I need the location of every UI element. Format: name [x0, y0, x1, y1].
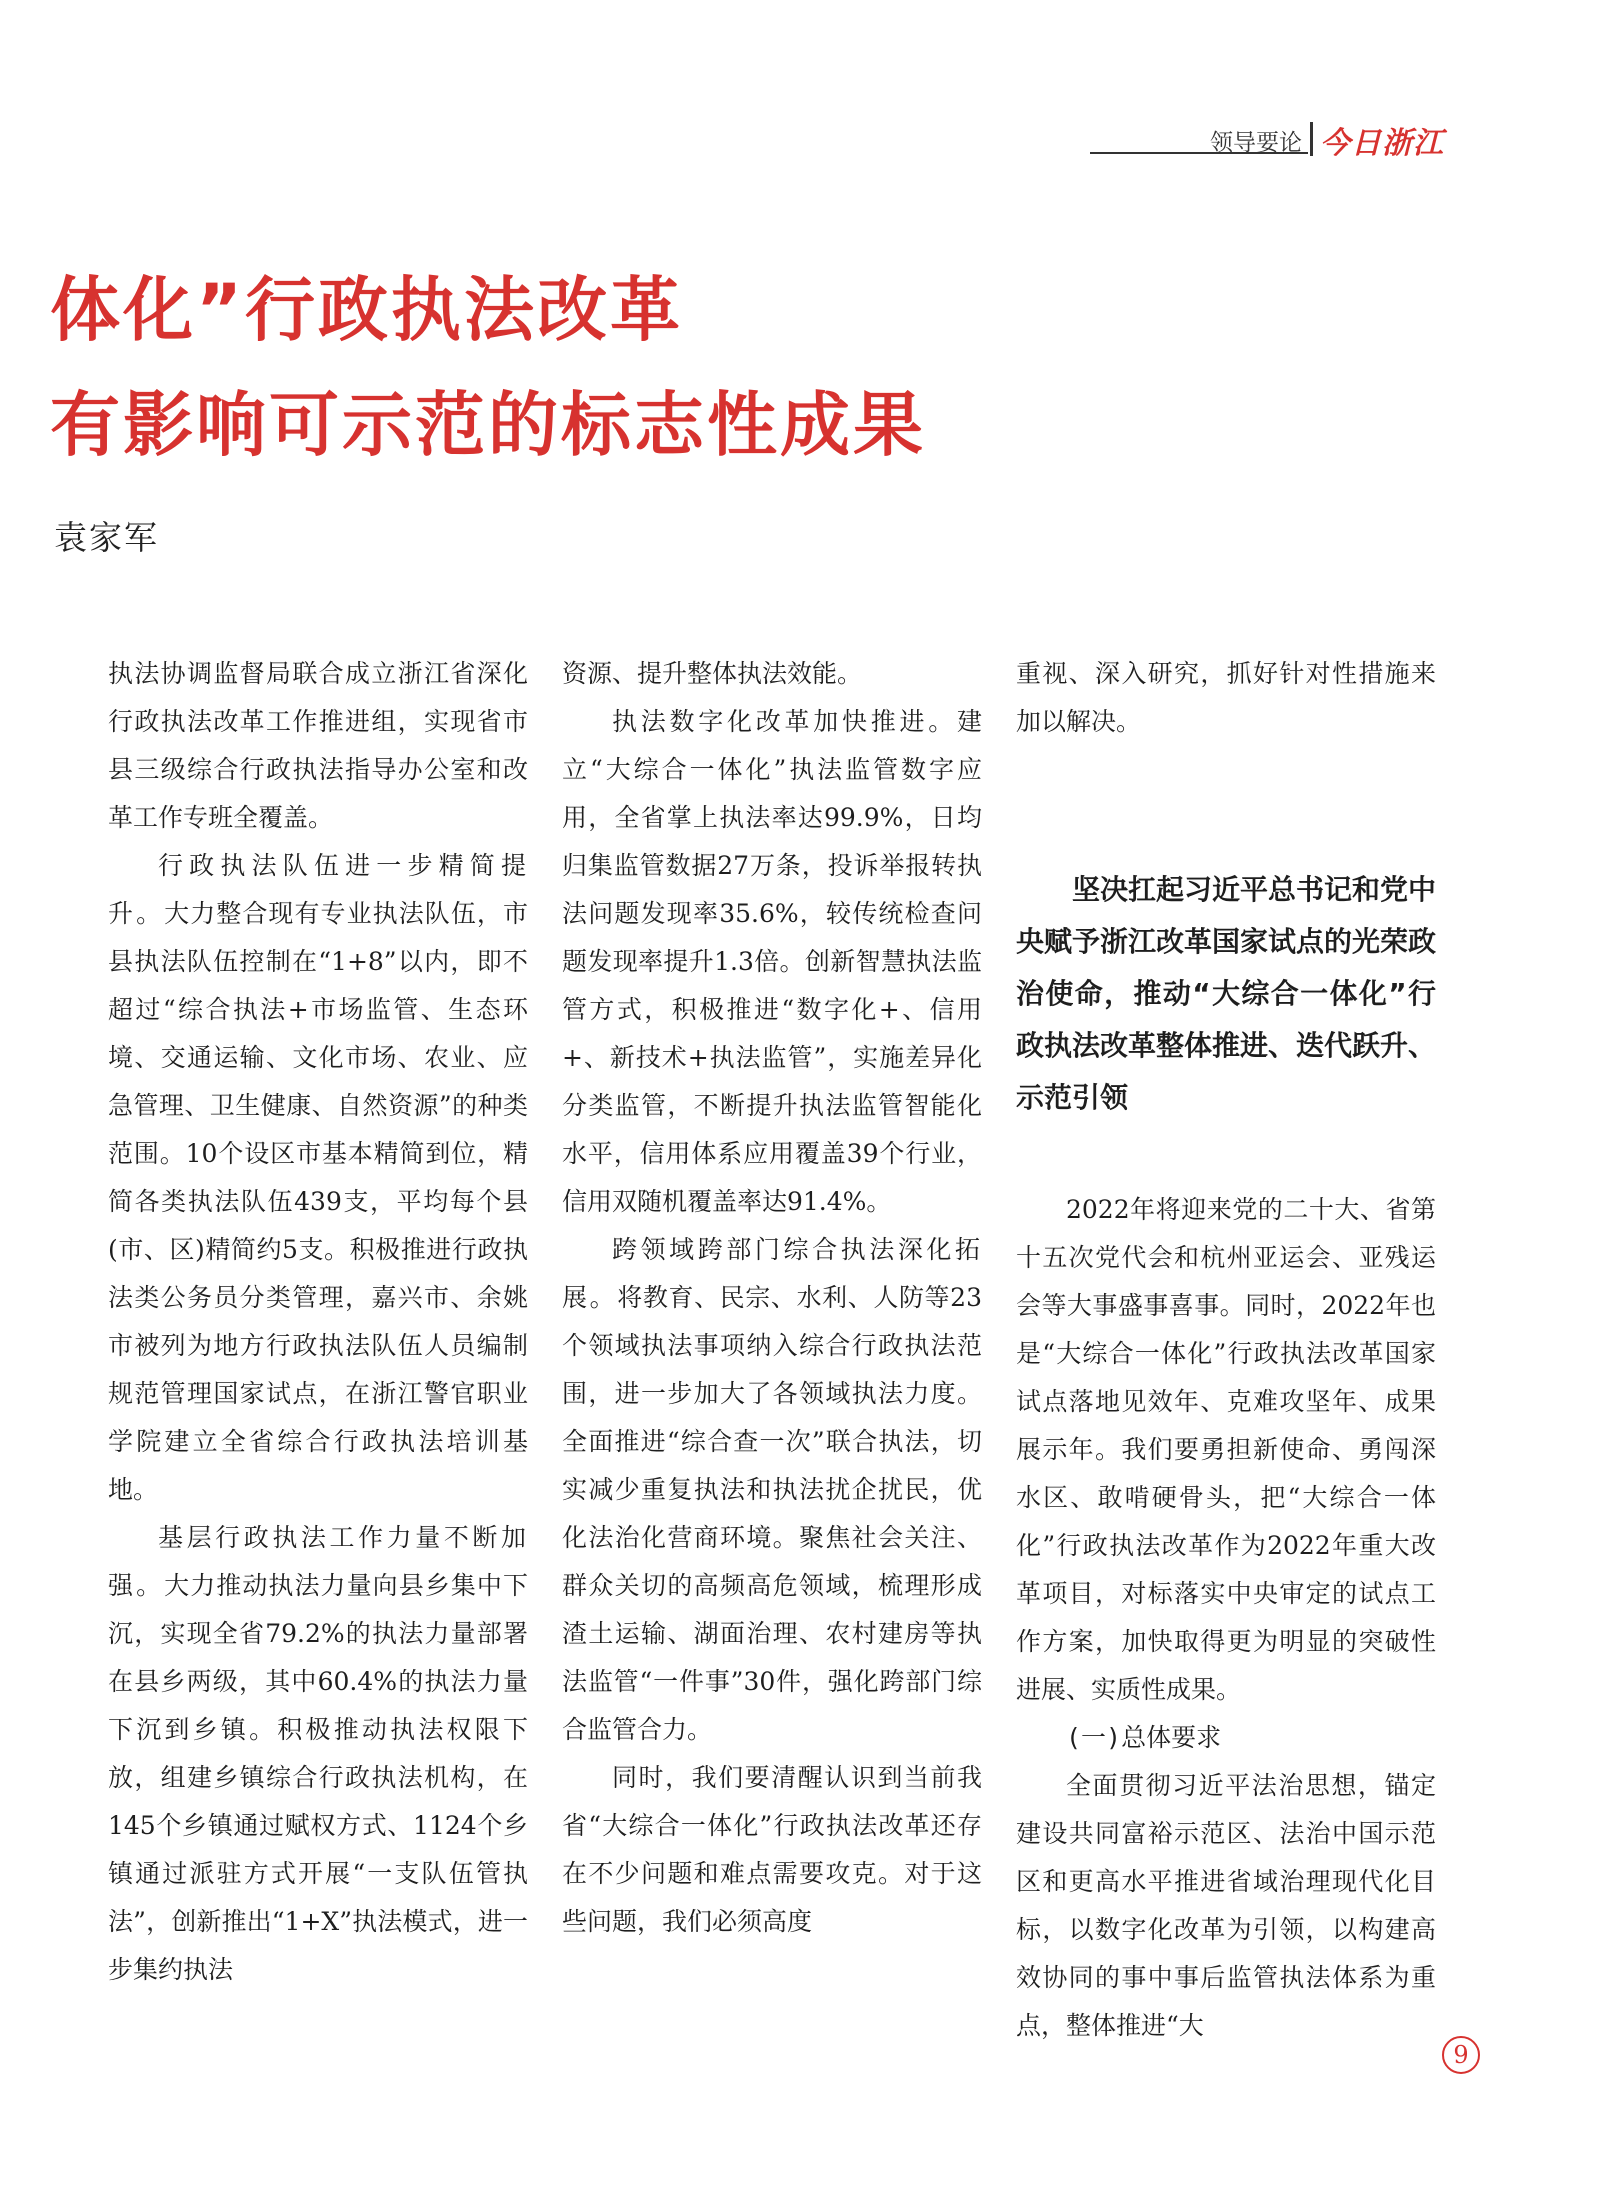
paragraph-lead: 行政执法队伍进一步精简提升。: [108, 851, 528, 928]
article-title-line-1: 体化”行政执法改革: [50, 269, 684, 351]
paragraph: [562, 1226, 982, 1754]
magazine-logo: 今日浙江: [1320, 126, 1444, 161]
paragraph: 全面贯彻习近平法治思想，锚定建设共同富裕示范区、法治中国示范区和更高水平推进省域治理现代化目标，以数字化改革为引领，以构建高效协同的事中事后监管执法体系为重点，整体推进“大: [1016, 1771, 1436, 2040]
paragraph: 2022年将迎来党的二十大、省第十五次党代会和杭州亚运会、亚残运会等大事盛事喜事。同时，2022年也是“大综合一体化”行政执法改革国家试点落地见效年、克难攻坚年、成果展示年。我们要勇担新使命、勇闯深水区、敢啃硬骨头，把“大综合一体化”行政执法改革作为2022年重大改革项目，对标落实中央审定的试点工作方案，加快取得更为明显的突破性进展、实质性成果。: [1016, 1195, 1436, 1704]
text-column-1: [108, 650, 528, 1994]
paragraph: 执法协调监督局联合成立浙江省深化行政执法改革工作推进组，实现省市县三级综合行政执法指导办公室和改革工作专班全覆盖。: [108, 659, 528, 832]
paragraph: [108, 842, 528, 1514]
text-column-2: [562, 650, 982, 1946]
author-name: 袁家军: [54, 518, 159, 557]
paragraph-lead: 跨领域跨部门综合执法深化拓展。: [562, 1235, 982, 1312]
section-label: 领导要论: [1210, 130, 1302, 156]
paragraph: 重视、深入研究，抓好针对性措施来加以解决。: [1016, 659, 1436, 736]
paragraph: 资源、提升整体执法效能。: [562, 659, 863, 688]
subsection-heading: (一)总体要求: [1066, 1723, 1222, 1752]
paragraph-lead: 执法数字化改革加快推进。: [612, 707, 957, 736]
header-divider: [1310, 122, 1313, 156]
article-title-line-2: 有影响可示范的标志性成果: [50, 384, 926, 466]
paragraph-body: 大力推动执法力量向县乡集中下沉，实现全省79.2%的执法力量部署在县乡两级，其中60.4%的执法力量下沉到乡镇。积极推动执法权限下放，组建乡镇综合行政执法机构，在145个乡镇通过赋权方式、1124个乡镇通过派驻方式开展“一支队伍管执法”，创新推出“1+X”执法模式，进一步集约执法: [108, 1571, 528, 1984]
paragraph-body: 将教育、民宗、水利、人防等23个领域执法事项纳入综合行政执法范围，进一步加大了各领域执法力度。全面推进“综合查一次”联合执法，切实减少重复执法和执法扰企扰民，优化法治化营商环境。聚焦社会关注、群众关切的高频高危领域，梳理形成渣土运输、湖面治理、农村建房等执法监管“一件事”30件，强化跨部门综合监管合力。: [562, 1283, 982, 1744]
paragraph: 同时，我们要清醒认识到当前我省“大综合一体化”行政执法改革还存在不少问题和难点需要攻克。对于这些问题，我们必须高度: [562, 1763, 982, 1936]
text-column-3: [1016, 650, 1436, 2050]
section-heading: 坚决扛起习近平总书记和党中央赋予浙江改革国家试点的光荣政治使命，推动“大综合一体化”行政执法改革整体推进、迭代跃升、示范引领: [1016, 873, 1437, 1114]
paragraph-body: 大力整合现有专业执法队伍，市县执法队伍控制在“1+8”以内，即不超过“综合执法+市场监管、生态环境、交通运输、文化市场、农业、应急管理、卫生健康、自然资源”的种类范围。10个设区市基本精简到位，精简各类执法队伍439支，平均每个县(市、区)精简约5支。积极推进行政执法类公务员分类管理，嘉兴市、余姚市被列为地方行政执法队伍人员编制规范管理国家试点，在浙江警官职业学院建立全省综合行政执法培训基地。: [108, 899, 528, 1504]
page-number: 9: [1442, 2036, 1480, 2074]
paragraph: [562, 698, 982, 1226]
paragraph: [108, 1514, 528, 1994]
paragraph-body: 建立“大综合一体化”执法监管数字应用，全省掌上执法率达99.9%，日均归集监管数据27万条，投诉举报转执法问题发现率35.6%，较传统检查问题发现率提升1.3倍。创新智慧执法监管方式，积极推进“数字化+、信用+、新技术+执法监管”，实施差异化分类监管，不断提升执法监管智能化水平，信用体系应用覆盖39个行业，信用双随机覆盖率达91.4%。: [562, 707, 982, 1216]
paragraph-lead: 基层行政执法工作力量不断加强。: [108, 1523, 528, 1600]
